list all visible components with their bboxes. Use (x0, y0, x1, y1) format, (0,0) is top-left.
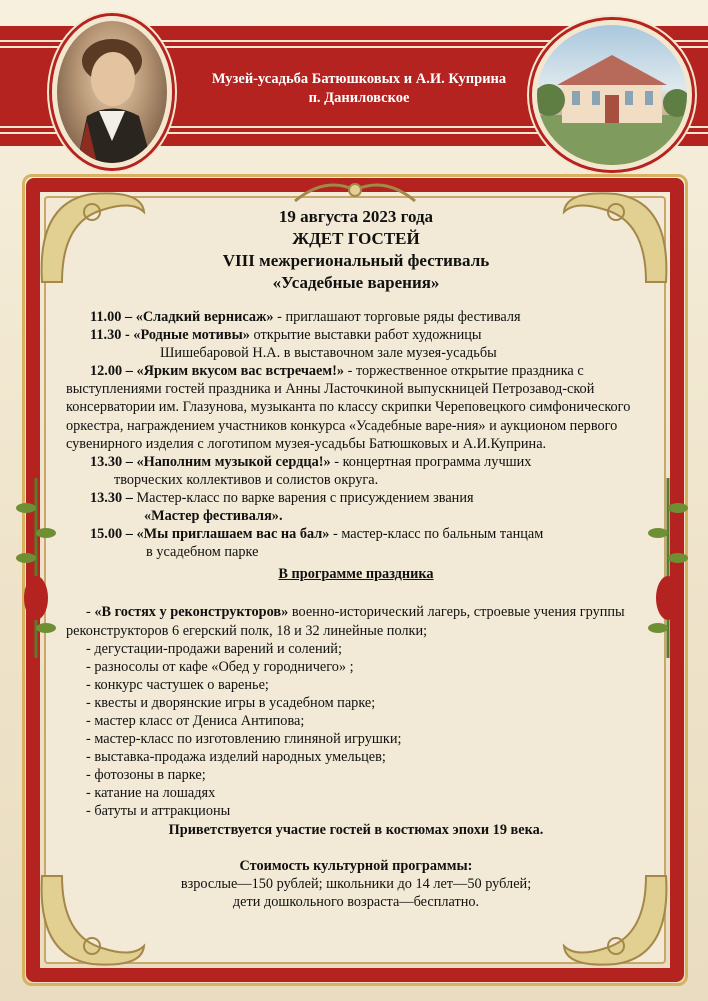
schedule-item: 12.00 – «Ярким вкусом вас встречаем!» - торжественное открытие праздника с выступлениями гостей праздника и Анны Ласточкиной выпускницей Петрозавод-ской консерватории им. Глазунова, музыканта по классу скрипки Череповецкого симфонического оркестра, награждением участников конкурса «Усадебные варе-ния» и аукционом первого сувенирного изделия с логотипом музея-усадьбы Батюшковых и А.И.Куприна. (66, 363, 631, 452)
flyer-content (66, 206, 646, 911)
schedule-item: 13.30 – Мастер-класс по варке варения с присуждением звания (90, 489, 474, 506)
batyushkov-portrait (52, 16, 172, 168)
schedule-item-continuation: творческих коллективов и солистов округа. (114, 471, 379, 488)
title-line-3: VIII межрегиональный фестиваль (222, 251, 490, 270)
schedule-item: 11.00 – «Сладкий вернисаж» - приглашают торговые ряды фестиваля (90, 309, 521, 325)
museum-location: п. Даниловское (308, 90, 410, 106)
program-item: - мастер класс от Дениса Антипова; (86, 712, 305, 729)
price-line: взрослые—150 рублей; школьники до 14 лет—50 рублей; (180, 875, 532, 892)
program-list (66, 603, 646, 820)
event-date: 19 августа 2023 года (278, 207, 434, 226)
museum-header (176, 70, 542, 108)
program-item: - мастер-класс по изготовлению глиняной игрушки; (86, 731, 402, 748)
program-item: - катание на лошадях (86, 785, 216, 802)
program-item: - «В гостях у реконструкторов» военно-исторический лагерь, строевые учения группы реконструкторов 6 егерский полк, 18 и 32 линейные полки; (66, 604, 625, 639)
program-item: - конкурс частушек о варенье; (86, 676, 269, 693)
schedule-item: 15.00 – «Мы приглашаем вас на бал» - мастер-класс по бальным танцам (90, 526, 544, 543)
right-floral-ornament-icon (646, 478, 690, 658)
costume-note: Приветствуется участие гостей в костюмах эпохи 19 века. (168, 821, 544, 838)
museum-name: Музей-усадьба Батюшковых и А.И. Куприна (211, 71, 507, 87)
title-line-4: «Усадебные варения» (272, 273, 440, 292)
top-center-ornament-icon (290, 176, 420, 206)
estate-house-painting (532, 20, 692, 170)
festival-title (66, 206, 646, 294)
program-item: - выставка-продажа изделий народных умельцев; (86, 749, 386, 766)
schedule-item-continuation: «Мастер фестиваля». (144, 508, 283, 525)
schedule-item-continuation: Шишебаровой Н.А. в выставочном зале музея-усадьбы (160, 345, 497, 362)
program-heading: В программе праздника (278, 566, 434, 583)
left-floral-ornament-icon (14, 478, 58, 658)
schedule-item: 13.30 – «Наполним музыкой сердца!» - концертная программа лучших (90, 453, 532, 470)
price-line: дети дошкольного возраста—бесплатно. (232, 893, 480, 910)
schedule (66, 308, 646, 561)
program-item: - квесты и дворянские игры в усадебном парке; (86, 694, 376, 711)
title-line-2: ЖДЕТ ГОСТЕЙ (292, 229, 420, 248)
schedule-item-continuation: в усадебном парке (146, 544, 259, 561)
price-heading: Стоимость культурной программы: (239, 857, 473, 874)
program-item: - разносолы от кафе «Обед у городничего» ; (86, 658, 354, 675)
program-item: - фотозоны в парке; (86, 767, 206, 784)
program-item: - батуты и аттракционы (86, 803, 231, 820)
schedule-item: 11.30 - «Родные мотивы» открытие выставки работ художницы (90, 327, 482, 344)
program-item: - дегустации-продажи варений и солений; (86, 640, 342, 657)
